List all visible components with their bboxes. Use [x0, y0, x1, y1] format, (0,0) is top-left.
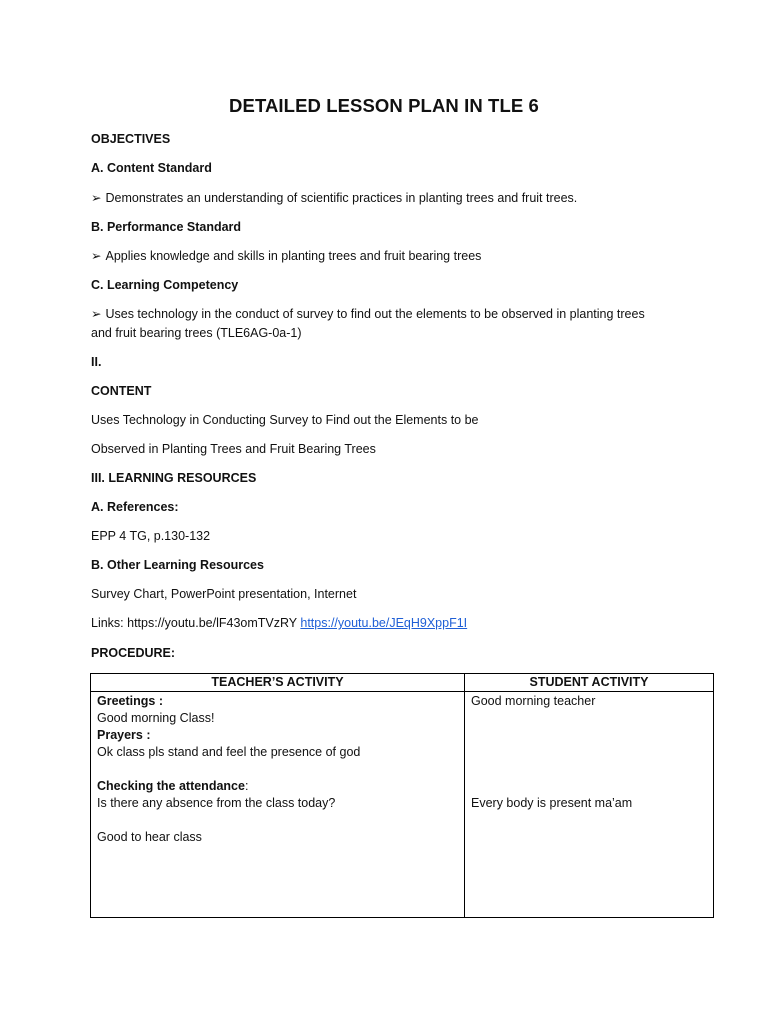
objectives-heading: OBJECTIVES — [91, 132, 171, 146]
spacer — [471, 710, 707, 727]
content-text-line1: Uses Technology in Conducting Survey to Find out the Elements to be — [91, 413, 479, 427]
greetings-text: Good morning Class! — [97, 711, 215, 725]
spacer — [471, 744, 707, 761]
teacher-activity-header: TEACHER’S ACTIVITY — [91, 674, 465, 692]
other-resources-heading: B. Other Learning Resources — [91, 558, 264, 572]
attendance-question: Is there any absence from the class today? — [97, 796, 336, 810]
performance-standard-item — [91, 247, 481, 265]
closing-text: Good to hear class — [97, 830, 202, 844]
student-greeting-reply: Good morning teacher — [471, 694, 596, 708]
attendance-label: Checking the attendance — [97, 779, 245, 793]
procedure-heading: PROCEDURE: — [91, 646, 176, 660]
spacer — [471, 778, 707, 795]
teacher-activity-cell — [91, 692, 465, 918]
content-standard-text: Demonstrates an understanding of scientific practices in planting trees and fruit trees. — [105, 191, 578, 205]
spacer — [471, 727, 707, 744]
attendance-line — [97, 778, 458, 795]
learning-competency-heading: C. Learning Competency — [91, 278, 239, 292]
table-row — [91, 692, 714, 918]
spacer — [471, 761, 707, 778]
content-standard-heading: A. Content Standard — [91, 161, 212, 175]
prayers-text: Ok class pls stand and feel the presence of god — [97, 745, 361, 759]
document-title: DETAILED LESSON PLAN IN TLE 6 — [229, 95, 539, 116]
references-heading: A. References: — [91, 500, 179, 514]
other-resources-text: Survey Chart, PowerPoint presentation, Internet — [91, 587, 357, 601]
table-header-row — [91, 674, 714, 692]
arrow-bullet-icon: ➢ — [91, 249, 102, 263]
arrow-bullet-icon: ➢ — [91, 307, 102, 321]
links-label: Links: https://youtu.be/lF43omTVzRY — [91, 616, 297, 630]
youtube-link[interactable]: https://youtu.be/JEqH9XppF1I — [300, 616, 468, 630]
student-activity-header: STUDENT ACTIVITY — [465, 674, 714, 692]
attendance-colon: : — [244, 779, 249, 793]
procedure-table — [90, 673, 714, 918]
performance-standard-text: Applies knowledge and skills in planting trees and fruit bearing trees — [105, 249, 482, 263]
learning-competency-item — [91, 305, 645, 323]
section-two-label: II. — [91, 355, 102, 369]
content-text-line2: Observed in Planting Trees and Fruit Bearing Trees — [91, 442, 376, 456]
content-heading: CONTENT — [91, 384, 152, 398]
greetings-label: Greetings : — [97, 694, 163, 708]
prayers-label: Prayers : — [97, 728, 151, 742]
learning-competency-text-line1: Uses technology in the conduct of survey to find out the elements to be observed in planting trees — [105, 307, 645, 321]
content-standard-item — [91, 189, 577, 207]
arrow-bullet-icon: ➢ — [91, 191, 102, 205]
student-activity-cell — [465, 692, 714, 918]
links-line — [91, 614, 467, 632]
student-attendance-reply: Every body is present ma’am — [471, 796, 633, 810]
learning-competency-text-line2: and fruit bearing trees (TLE6AG-0a-1) — [91, 326, 302, 340]
spacer — [97, 812, 458, 829]
references-text: EPP 4 TG, p.130-132 — [91, 529, 211, 543]
learning-resources-heading: III. LEARNING RESOURCES — [91, 471, 257, 485]
performance-standard-heading: B. Performance Standard — [91, 220, 242, 234]
spacer — [97, 761, 458, 778]
